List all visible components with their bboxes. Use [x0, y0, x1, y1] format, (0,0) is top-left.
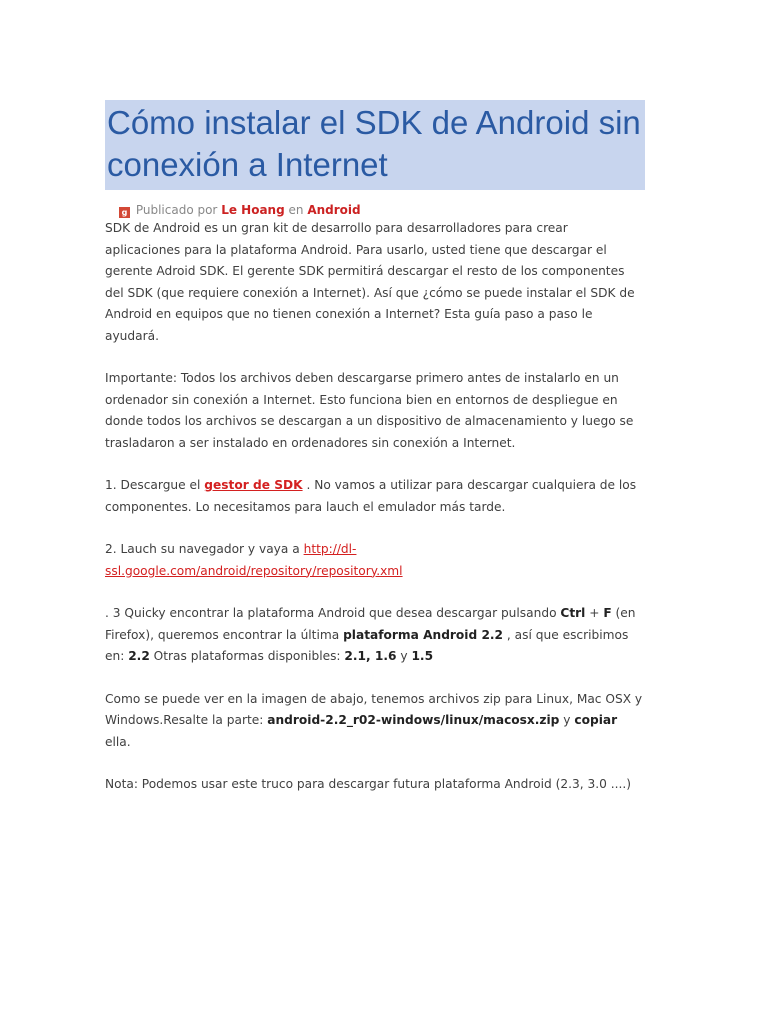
zip-filename: android-2.2_r02-windows/linux/macosx.zip [267, 713, 560, 727]
zip-text-a: Como se puede ver en la imagen de abajo, tenemos archivos zip para Linux, Mac OSX y Windows.Resalte la parte: [105, 691, 643, 727]
ctrl-key-label: Ctrl [560, 606, 586, 620]
step-1-prefix: 1. Descargue el [105, 478, 205, 492]
paragraph-important: Importante: Todos los archivos deben descargarse primero antes de instalarlo en un ordenador sin conexión a Internet. Esto funciona bien en entornos de despliegue en donde todos los archivos se descargan a un dispositivo de almacenamiento y luego se trasladaron a ser instalado en ordenadores sin conexión a Internet. [105, 371, 634, 450]
paragraph-note: Nota: Podemos usar este truco para descargar futura plataforma Android (2.3, 3.0 ....) [105, 777, 631, 791]
step-1-suffix: . No vamos a utilizar para descargar cualquiera de los componentes. Lo necesitamos para lauch el emulador más tarde. [105, 478, 637, 514]
version-1-5: 1.5 [411, 649, 434, 663]
step-3-text-i: Otras plataformas disponibles: [149, 649, 345, 663]
repository-url-link[interactable]: http://dl-ssl.google.com/android/repository/repository.xml [105, 542, 403, 578]
step-3-text-a: . 3 Quicky encontrar la plataforma Android que desea descargar pulsando [105, 606, 561, 620]
paragraph-step-3 [105, 603, 645, 668]
article-title: Cómo instalar el SDK de Android sin conexión a Internet [107, 104, 641, 183]
article [105, 100, 645, 796]
copy-label: copiar [574, 713, 618, 727]
zip-text-e: ella. [105, 734, 131, 749]
published-by-label: Publicado por [135, 203, 218, 217]
title-highlight [105, 100, 645, 190]
in-label: en [288, 203, 304, 217]
step-2-prefix: 2. Lauch su navegador y vaya a [105, 542, 304, 556]
version-2-2: 2.2 [128, 649, 150, 663]
sdk-manager-link[interactable]: gestor de SDK [204, 478, 303, 492]
step-3-text-k: y [396, 649, 412, 663]
article-meta [119, 202, 645, 218]
zip-text-c: y [559, 713, 575, 727]
category-link[interactable]: Android [307, 203, 361, 217]
article-body [105, 218, 645, 796]
paragraph-step-2 [105, 539, 645, 582]
paragraph-intro: SDK de Android es un gran kit de desarrollo para desarrolladores para crear aplicaciones para la plataforma Android. Para usarlo, usted tiene que descargar el gerente Adroid SDK. El gerente SDK permitirá descargar el resto de los componentes del SDK (que requiere conexión a Internet). Así que ¿cómo se puede instalar el SDK de Android en equipos que no tienen conexión a Internet? Esta guía paso a paso le ayudará. [105, 221, 635, 343]
paragraph-zip-files [105, 689, 645, 754]
step-3-text-e: (en Firefox), queremos encontrar la última [105, 606, 636, 642]
paragraph-step-1 [105, 475, 645, 518]
f-key-label: F [603, 606, 612, 620]
plus-sign: + [585, 606, 604, 620]
versions-list: 2.1, 1.6 [344, 649, 397, 663]
platform-label: plataforma Android 2.2 [343, 627, 504, 642]
step-3-text-g: , así que escribimos en: [105, 627, 629, 663]
author-link[interactable]: Le Hoang [221, 203, 285, 217]
google-plus-icon[interactable]: g [119, 207, 130, 218]
